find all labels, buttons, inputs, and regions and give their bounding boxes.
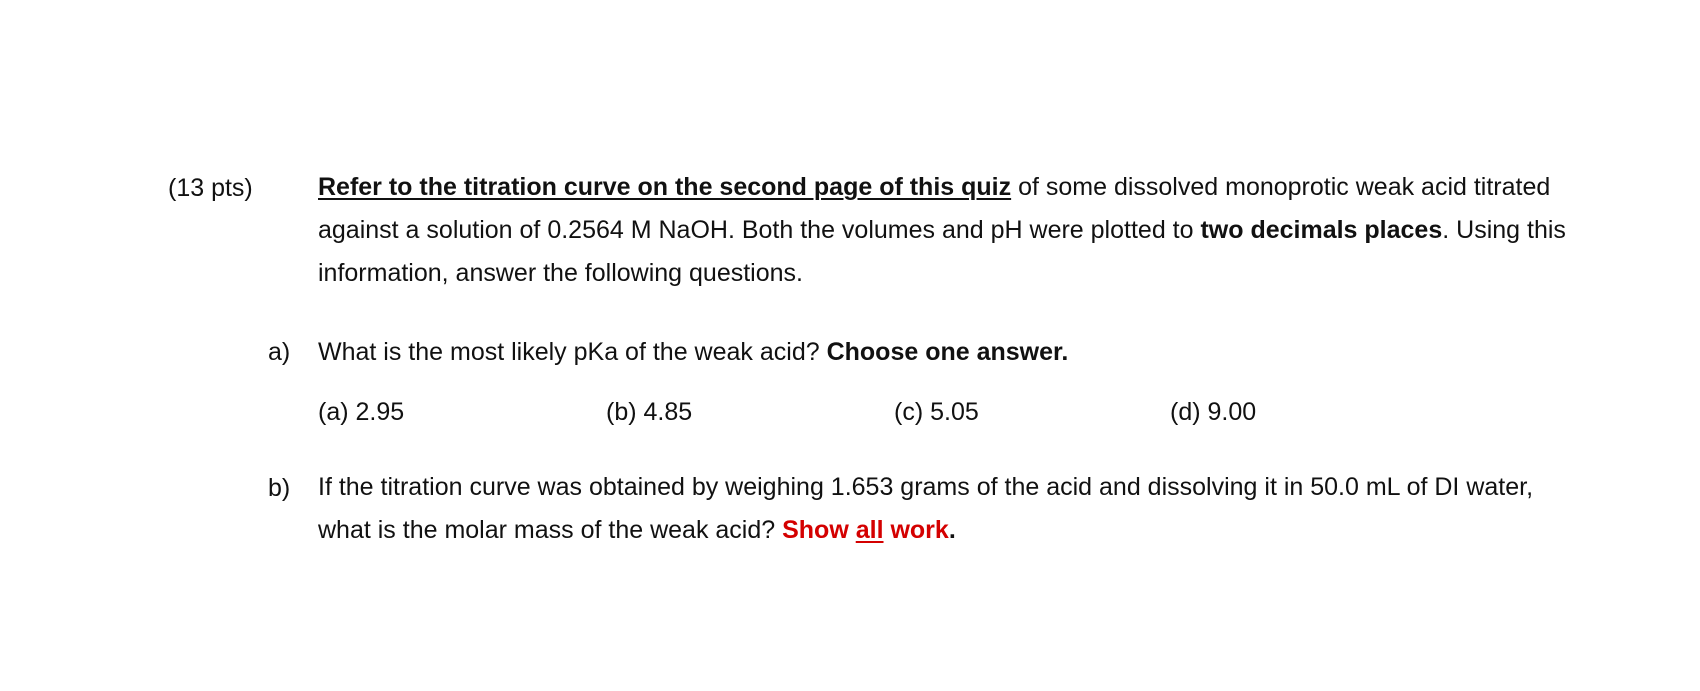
question-intro	[318, 166, 1568, 295]
intro-text-2: . Using this information, answer the following questions.	[318, 216, 1566, 287]
part-b-instruction-post: work	[883, 516, 949, 544]
part-b-marker: b)	[268, 474, 291, 502]
intro-emphasis: two decimals places	[1200, 216, 1443, 244]
intro-reference: Refer to the titration curve on the second page of this quiz	[318, 173, 1012, 201]
part-a-prompt: What is the most likely pKa of the weak acid?	[318, 338, 827, 366]
intro-text-1: of some dissolved monoprotic weak acid titrated against a solution of 0.2564 M NaOH. Both the volumes and pH were plotted to	[318, 173, 1551, 244]
choice-a: (a) 2.95	[318, 398, 405, 426]
part-b-period: .	[948, 516, 956, 544]
part-b-instruction-pre: Show	[782, 516, 856, 544]
part-b-prompt: If the titration curve was obtained by weighing 1.653 grams of the acid and dissolving it in 50.0 mL of DI water, what is the molar mass of the weak acid?	[318, 473, 1534, 544]
choice-d: (d) 9.00	[1170, 398, 1257, 426]
choice-b: (b) 4.85	[606, 398, 693, 426]
part-a-question	[318, 337, 1068, 367]
choice-c: (c) 5.05	[894, 398, 979, 426]
part-b-instruction-all: all	[855, 516, 884, 544]
part-a-instruction: Choose one answer.	[826, 338, 1069, 366]
part-b-question	[318, 466, 1568, 552]
points-label: (13 pts)	[168, 174, 253, 202]
part-a-marker: a)	[268, 338, 291, 366]
